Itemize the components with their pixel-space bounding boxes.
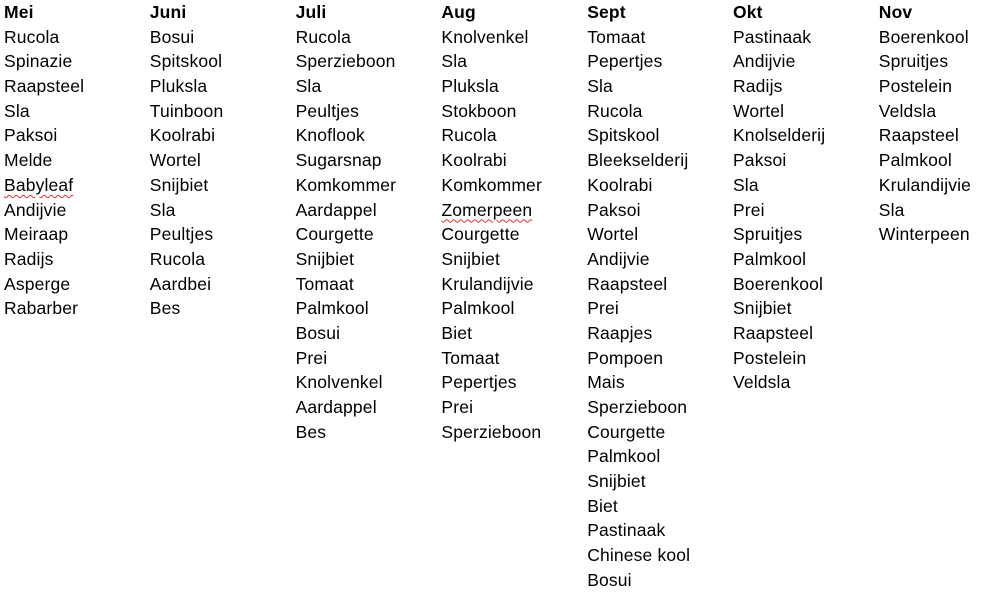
vegetable-item: Spruitjes: [732, 224, 803, 245]
vegetable-item: Raapsteel: [878, 125, 959, 146]
month-column-juni: [150, 0, 296, 593]
vegetable-item: Pastinaak: [587, 520, 666, 541]
vegetable-item: Palmkool: [441, 298, 515, 319]
vegetable-item: Spruitjes: [878, 51, 949, 72]
vegetable-item: Rabarber: [4, 298, 79, 319]
vegetable-item: Courgette: [587, 421, 666, 442]
vegetable-item: Andijvie: [587, 248, 650, 269]
vegetable-item: Meiraap: [4, 224, 69, 245]
month-header: Nov: [878, 2, 913, 22]
vegetable-item: Bes: [295, 421, 327, 442]
vegetable-item: Aardbei: [149, 273, 212, 294]
vegetable-item: Bleekselderij: [587, 150, 689, 171]
vegetable-item: Wortel: [149, 150, 201, 171]
vegetable-item: Knolselderij: [732, 125, 826, 146]
month-column-okt: [733, 0, 879, 593]
vegetable-item: Biet: [587, 495, 618, 516]
vegetable-item: Snijbiet: [732, 298, 792, 319]
month-column-aug: [441, 0, 587, 593]
vegetable-item: Sperzieboon: [295, 51, 396, 72]
month-column-juli: [296, 0, 442, 593]
vegetable-item: Stokboon: [441, 100, 517, 121]
vegetable-item: Andijvie: [4, 199, 67, 220]
vegetable-item: Asperge: [4, 273, 71, 294]
vegetable-item: Sla: [878, 199, 905, 220]
vegetable-item: Sperzieboon: [587, 397, 688, 417]
vegetable-item: Knoflook: [295, 125, 365, 146]
vegetable-item: Komkommer: [295, 174, 397, 195]
vegetable-item: Wortel: [587, 224, 639, 245]
vegetable-item: Paksoi: [732, 150, 787, 171]
vegetable-item: Rucola: [587, 100, 643, 121]
vegetable-item: Boerenkool: [732, 273, 824, 294]
vegetable-item: Sperzieboon: [441, 421, 542, 442]
vegetable-item: Sla: [587, 76, 613, 97]
vegetable-item: Rucola: [441, 125, 497, 146]
vegetable-item: Veldsla: [878, 100, 937, 121]
vegetable-item: Pompoen: [587, 347, 664, 368]
vegetable-item: Winterpeen: [878, 224, 970, 245]
vegetable-item: Prei: [732, 199, 765, 220]
month-column-sept: [587, 0, 733, 593]
vegetable-item: Krulandijvie: [878, 174, 972, 195]
vegetable-item: Komkommer: [441, 174, 542, 195]
vegetable-item: Babyleaf: [4, 174, 74, 195]
vegetable-item: Prei: [587, 298, 619, 319]
vegetable-item: Boerenkool: [878, 26, 969, 47]
vegetable-item: Spitskool: [149, 51, 223, 72]
vegetable-item: Koolrabi: [587, 174, 653, 195]
vegetable-item: Prei: [295, 347, 328, 368]
vegetable-item: Andijvie: [732, 51, 796, 72]
vegetable-item: Peultjes: [149, 224, 214, 245]
vegetable-item: Rucola: [295, 26, 351, 47]
vegetable-item: Sla: [4, 100, 30, 121]
vegetable-item: Wortel: [732, 100, 785, 121]
vegetable-item: Raapsteel: [4, 76, 85, 97]
month-header: Aug: [441, 2, 476, 22]
month-header: Sept: [587, 2, 626, 22]
vegetable-item: Rucola: [4, 26, 60, 47]
vegetable-item: Mais: [587, 372, 625, 393]
vegetable-item: Raapjes: [587, 322, 653, 343]
vegetable-item: Spinazie: [4, 51, 73, 72]
vegetable-item: Snijbiet: [441, 248, 500, 269]
vegetable-item: Sla: [441, 51, 468, 72]
vegetable-item: Zomerpeen: [441, 199, 533, 220]
vegetable-item: Bosui: [587, 569, 632, 590]
vegetable-item: Prei: [441, 397, 474, 417]
vegetable-item: Palmkool: [587, 446, 661, 467]
vegetable-item: Pepertjes: [441, 372, 517, 393]
vegetable-item: Pluksla: [441, 76, 499, 97]
vegetable-item: Krulandijvie: [441, 273, 534, 294]
vegetable-item: Radijs: [732, 76, 783, 97]
vegetable-item: Paksoi: [587, 199, 641, 220]
month-header: Mei: [4, 2, 34, 22]
vegetable-item: Courgette: [441, 224, 520, 245]
vegetable-item: Palmkool: [295, 298, 369, 319]
month-column-nov: [879, 0, 990, 593]
vegetable-item: Pluksla: [149, 76, 208, 97]
vegetable-item: Raapsteel: [732, 322, 814, 343]
month-header: Juni: [149, 2, 187, 22]
vegetable-item: Snijbiet: [149, 174, 209, 195]
vegetable-item: Melde: [4, 150, 53, 171]
vegetable-item: Veldsla: [732, 372, 791, 393]
month-header: Okt: [732, 2, 763, 22]
vegetable-item: Postelein: [878, 76, 953, 97]
vegetable-item: Sla: [732, 174, 759, 195]
vegetable-item: Sla: [295, 76, 322, 97]
vegetable-item: Spitskool: [587, 125, 660, 146]
month-column-mei: [4, 0, 150, 593]
vegetable-item: Palmkool: [878, 150, 952, 171]
vegetable-item: Pastinaak: [732, 26, 812, 47]
vegetable-item: Sugarsnap: [295, 150, 382, 171]
vegetable-item: Radijs: [4, 248, 54, 269]
vegetable-item: Rucola: [149, 248, 206, 269]
vegetable-item: Bosui: [295, 322, 341, 343]
vegetable-item: Tomaat: [587, 26, 646, 47]
vegetable-item: Postelein: [732, 347, 807, 368]
month-header: Juli: [295, 2, 327, 22]
vegetable-item: Koolrabi: [149, 125, 216, 146]
vegetable-item: Bosui: [149, 26, 195, 47]
vegetable-item: Chinese kool: [587, 545, 691, 566]
harvest-calendar-table: [4, 0, 990, 593]
vegetable-item: Snijbiet: [295, 248, 355, 269]
vegetable-item: Koolrabi: [441, 150, 507, 171]
vegetable-item: Raapsteel: [587, 273, 668, 294]
vegetable-item: Knolvenkel: [295, 372, 383, 393]
vegetable-item: Knolvenkel: [441, 26, 529, 47]
vegetable-item: Sla: [149, 199, 176, 220]
vegetable-item: Paksoi: [4, 125, 58, 146]
vegetable-item: Pepertjes: [587, 51, 663, 72]
vegetable-item: Tomaat: [295, 273, 354, 294]
vegetable-item: Tuinboon: [149, 100, 224, 121]
vegetable-item: Snijbiet: [587, 471, 646, 492]
vegetable-item: Biet: [441, 322, 473, 343]
vegetable-item: Bes: [149, 298, 181, 319]
vegetable-item: Aardappel: [295, 199, 377, 220]
vegetable-item: Peultjes: [295, 100, 360, 121]
vegetable-item: Palmkool: [732, 248, 807, 269]
vegetable-item: Aardappel: [295, 397, 377, 417]
vegetable-item: Tomaat: [441, 347, 500, 368]
vegetable-item: Courgette: [295, 224, 374, 245]
